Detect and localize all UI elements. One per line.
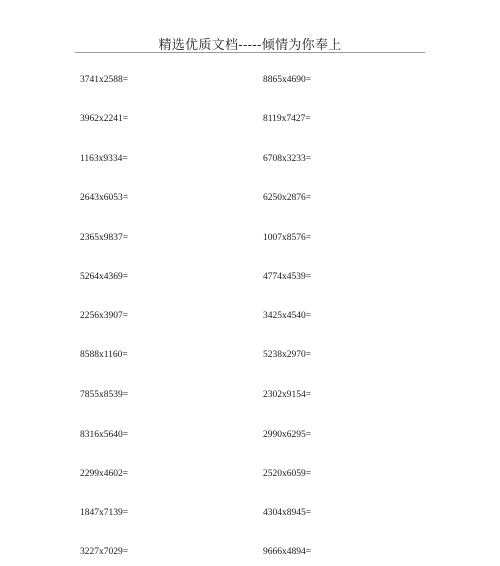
problem-row bbox=[0, 309, 500, 323]
problem-right: 3425x4540= bbox=[263, 311, 312, 321]
problem-row bbox=[0, 467, 500, 481]
problem-left: 8588x1160= bbox=[80, 350, 128, 360]
problem-left: 7855x8539= bbox=[80, 390, 129, 400]
page-header-title: 精选优质文档-----倾情为你奉上 bbox=[158, 38, 342, 53]
problem-row bbox=[0, 231, 500, 245]
problem-left: 3227x7029= bbox=[80, 547, 129, 557]
problem-left: 1163x9334= bbox=[80, 154, 128, 164]
problem-row bbox=[0, 388, 500, 402]
problem-right: 2302x9154= bbox=[263, 390, 312, 400]
problem-left: 2256x3907= bbox=[80, 311, 129, 321]
problem-right: 8119x7427= bbox=[263, 114, 311, 124]
problem-row bbox=[0, 152, 500, 166]
problem-row bbox=[0, 73, 500, 87]
problem-row bbox=[0, 506, 500, 520]
problem-right: 8865x4690= bbox=[263, 75, 312, 85]
problem-left: 2643x6053= bbox=[80, 193, 129, 203]
problem-row bbox=[0, 270, 500, 284]
problem-right: 4774x4539= bbox=[263, 272, 312, 282]
problem-row bbox=[0, 112, 500, 126]
problem-right: 6250x2876= bbox=[263, 193, 312, 203]
problem-row bbox=[0, 191, 500, 205]
problem-left: 8316x5640= bbox=[80, 430, 129, 440]
problem-right: 6708x3233= bbox=[263, 154, 312, 164]
problem-right: 4304x8945= bbox=[263, 508, 312, 518]
problem-right: 9666x4894= bbox=[263, 547, 312, 557]
problem-left: 3962x2241= bbox=[80, 114, 129, 124]
problem-right: 2520x6059= bbox=[263, 469, 312, 479]
problem-row bbox=[0, 428, 500, 442]
problem-left: 3741x2588= bbox=[80, 75, 129, 85]
problem-row bbox=[0, 348, 500, 362]
problem-right: 1007x8576= bbox=[263, 233, 312, 243]
problem-right: 5238x2970= bbox=[263, 350, 312, 360]
problem-right: 2990x6295= bbox=[263, 430, 312, 440]
problem-left: 1847x7139= bbox=[80, 508, 129, 518]
problem-left: 2299x4602= bbox=[80, 469, 129, 479]
problem-row bbox=[0, 545, 500, 559]
problem-left: 2365x9837= bbox=[80, 233, 129, 243]
problem-left: 5264x4369= bbox=[80, 272, 129, 282]
